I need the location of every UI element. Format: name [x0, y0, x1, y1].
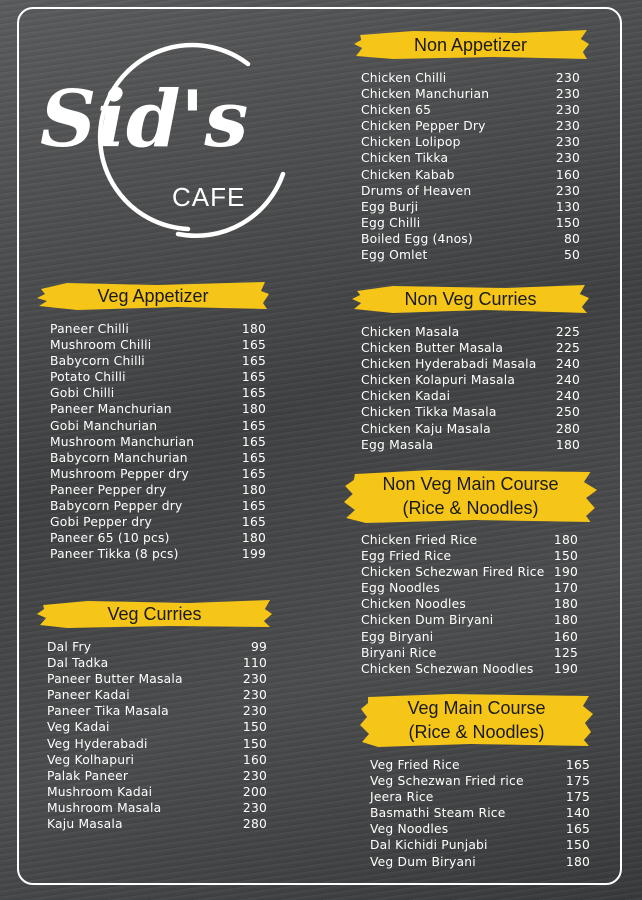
menu-item: Chicken Pepper Dry 230: [361, 119, 580, 134]
menu-item: Gobi Pepper dry 165: [50, 515, 266, 530]
menu-item: Chicken Fried Rice 180: [361, 533, 578, 547]
section-banner: [344, 468, 597, 524]
menu-item: Chicken Dum Biryani 180: [361, 613, 578, 628]
menu-item: Egg Chilli 150: [361, 215, 580, 230]
menu-item: Egg Noodles 170: [361, 581, 578, 596]
menu-item: Paneer Tikka (8 pcs) 199: [50, 547, 266, 562]
section-title: Veg Appetizer: [97, 285, 209, 306]
menu-item: Drums of Heaven 230: [361, 183, 580, 198]
section-banner: [37, 597, 272, 631]
menu-item: Veg Kadai 150: [47, 720, 267, 735]
menu-item: Paneer Kadai 230: [47, 688, 267, 703]
menu-item: Chicken Kabab 160: [361, 167, 580, 182]
menu-item: Chicken Lolipop 230: [361, 135, 580, 150]
section-banner: [352, 28, 589, 62]
menu-item: Chicken 65 230: [361, 103, 580, 118]
menu-item: Egg Burji 130: [361, 199, 580, 214]
menu-item: Paneer Butter Masala 230: [47, 672, 267, 687]
menu-item: Kaju Masala 280: [47, 817, 267, 832]
menu-item: Chicken Schezwan Noodles 190: [361, 661, 578, 676]
menu-item: Chicken Hyderabadi Masala 240: [361, 357, 580, 372]
menu-item: Chicken Butter Masala 225: [361, 341, 580, 356]
menu-item: Dal Kichidi Punjabi 150: [370, 838, 590, 853]
section-title: Veg Curries: [107, 603, 202, 624]
menu-item: Egg Biryani 160: [361, 629, 578, 644]
menu-item: Veg Dum Biryani 180: [370, 854, 590, 869]
non-appetizer-section: [352, 28, 589, 263]
menu-item: Chicken Tikka 230: [361, 151, 580, 166]
brand-name: Sid's: [40, 74, 249, 165]
menu-item: Boiled Egg (4nos) 80: [361, 231, 580, 246]
menu-item: Chicken Schezwan Fired Rice 190: [361, 565, 578, 580]
brand-sub: CAFE: [172, 182, 246, 212]
section-subtitle: (Rice & Noodles): [402, 498, 539, 518]
sids-cafe-logo: [38, 24, 300, 244]
menu-item: Jeera Rice 175: [370, 790, 590, 805]
menu-item: Potato Chilli 165: [50, 370, 266, 385]
menu-item: Chicken Noodles 180: [361, 597, 578, 612]
menu-item: Veg Kolhapuri 160: [47, 752, 267, 767]
menu-item: Babycorn Pepper dry 165: [50, 499, 266, 514]
menu-item: Paneer Tika Masala 230: [47, 704, 267, 719]
veg-appetizer-section: [37, 279, 269, 562]
menu-item: Chicken Tikka Masala 250: [361, 405, 580, 420]
menu-item: Mushroom Kadai 200: [47, 784, 267, 799]
menu-item: Gobi Chilli 165: [50, 386, 266, 401]
menu-item: Egg Fried Rice 150: [361, 549, 578, 564]
menu-item: Mushroom Chilli 165: [50, 338, 266, 353]
non-veg-main-course-section: [344, 468, 597, 677]
menu-item: Chicken Kadai 240: [361, 389, 580, 404]
menu-item: Chicken Manchurian 230: [361, 87, 580, 102]
menu-item: Dal Fry 99: [47, 640, 267, 654]
non-veg-curries-section: [352, 282, 589, 453]
section-title: Non Veg Main Course: [382, 474, 559, 494]
menu-item: Chicken Kolapuri Masala 240: [361, 373, 580, 388]
menu-item: Paneer Manchurian 180: [50, 402, 266, 417]
menu-item: Babycorn Chilli 165: [50, 354, 266, 369]
menu-item: Gobi Manchurian 165: [50, 418, 266, 433]
section-title: Veg Main Course: [407, 698, 546, 718]
menu-item: Palak Paneer 230: [47, 768, 267, 783]
menu-item: Egg Omlet 50: [361, 248, 580, 263]
section-banner: [360, 692, 593, 748]
section-banner: [37, 279, 269, 313]
menu-item: Chicken Chilli 230: [361, 71, 580, 85]
menu-item: Chicken Masala 225: [361, 325, 580, 339]
menu-item: Veg Noodles 165: [370, 822, 590, 837]
section-subtitle: (Rice & Noodles): [408, 722, 545, 742]
menu-item: Basmathi Steam Rice 140: [370, 806, 590, 821]
section-title: Non Appetizer: [413, 34, 528, 55]
menu-item: Chicken Kaju Masala 280: [361, 421, 580, 436]
menu-item: Veg Hyderabadi 150: [47, 736, 267, 751]
veg-curries-section: [37, 597, 272, 832]
menu-item: Paneer Chilli 180: [50, 322, 266, 336]
section-banner: [352, 282, 589, 316]
menu-item: Veg Schezwan Fried rice 175: [370, 774, 590, 789]
menu-item: Veg Fried Rice 165: [370, 758, 590, 772]
menu-item: Mushroom Pepper dry 165: [50, 466, 266, 481]
section-title: Non Veg Curries: [404, 288, 537, 309]
menu-item: Dal Tadka 110: [47, 656, 267, 671]
menu-item: Mushroom Manchurian 165: [50, 434, 266, 449]
menu-item: Babycorn Manchurian 165: [50, 450, 266, 465]
menu-item: Mushroom Masala 230: [47, 800, 267, 815]
menu-item: Paneer 65 (10 pcs) 180: [50, 531, 266, 546]
menu-item: Paneer Pepper dry 180: [50, 482, 266, 497]
menu-item: Egg Masala 180: [361, 437, 580, 452]
veg-main-course-section: [360, 692, 593, 870]
menu-item: Biryani Rice 125: [361, 645, 578, 660]
